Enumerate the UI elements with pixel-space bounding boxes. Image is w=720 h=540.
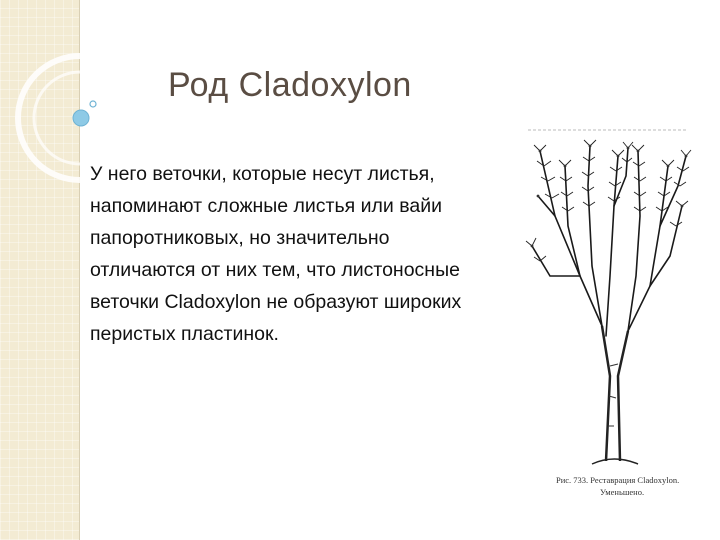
slide-body — [90, 158, 490, 350]
cladoxylon-illustration — [510, 126, 700, 506]
slide-title: Род Cladoxylon — [168, 66, 412, 104]
body-paragraph: У него веточки, которые несут листья, напоминают сложные листья или вайи папоротниковых, но значительно отличаются от них тем, что листоносные веточки Cladoxylon не образуют широких перистых пластинок. — [90, 163, 462, 345]
caption-line-2: Уменьшено. — [600, 487, 645, 497]
caption-line-1: Рис. 733. Реставрация Cladoxylon. — [556, 475, 680, 485]
figure-caption — [556, 474, 706, 498]
